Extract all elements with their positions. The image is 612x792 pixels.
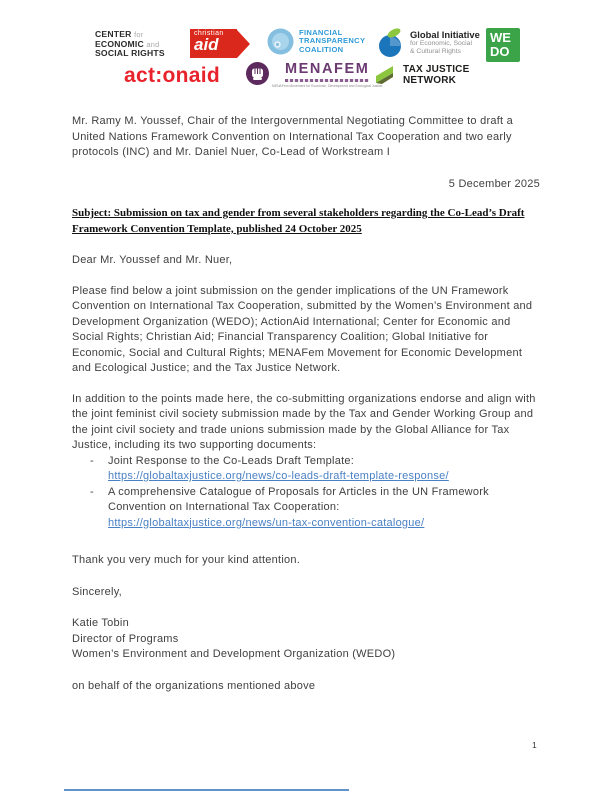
link-co-leads-draft-template-response[interactable]: https://globaltaxjustice.org/news/co-leads-draft-template-response/ — [108, 470, 449, 482]
cesr-logo — [95, 30, 165, 59]
ftc-globe-icon — [267, 28, 294, 55]
gi-logo-text: Global Initiative for Economic, Social & Cultural Rights — [410, 29, 480, 55]
menafem-arabic-script — [285, 79, 369, 82]
ftc-logo-text: FINANCIAL TRANSPARENCY COALITION — [299, 27, 366, 54]
cesr-logo-line1: CENTER for — [95, 29, 144, 39]
letter-date: 5 December 2025 — [448, 177, 540, 190]
bullet-marker: - — [90, 454, 94, 467]
tax-justice-network-logo — [374, 64, 469, 88]
letter-body — [72, 114, 540, 694]
bullet-item-catalogue — [72, 485, 540, 532]
wedo-logo — [486, 28, 520, 62]
menafem-text-block: MENAFEM MENAFem Movement for Economic, Development and Ecological Justice — [272, 61, 383, 88]
menafem-fist-icon — [246, 62, 269, 85]
paragraph-endorsement: In addition to the points made here, the co-submitting organizations endorse and align with the joint feminist civil society submission made by the Tax and Gender Working Group and the joint civil society and trade unions submission made by the Global Alliance for Tax Justice, including its two supporting documents: — [72, 392, 536, 451]
footer-divider-line — [64, 789, 349, 791]
signature-org: Women’s Environment and Development Organization (WEDO) — [72, 648, 396, 660]
christian-aid-logo — [190, 29, 250, 58]
closing-line: Sincerely, — [72, 585, 122, 598]
thanks-line: Thank you very much for your kind attention. — [72, 554, 301, 566]
global-initiative-logo — [378, 27, 480, 59]
paragraph-joint-submission: Please find below a joint submission on the gender implications of the UN Framework Convention on International Tax Cooperation, submitted by the Women’s Environment and Development Organization (WEDO); ActionAid International; Center for Economic and Social Rights; Christian Aid; Financial Transparency Coalition; Global Initiative for Economic, Social and Cultural Rights; MENAFem Movement for Economic Development and Ecological Justice; and the Tax Justice Network. — [72, 284, 533, 374]
bullet-text: Joint Response to the Co-Leads Draft Template: — [108, 454, 355, 467]
tjn-logo-text: TAX JUSTICE NETWORK — [403, 64, 470, 86]
menafem-logo — [246, 62, 382, 88]
cesr-logo-line3: SOCIAL RIGHTS — [95, 48, 165, 59]
cesr-logo-line2: ECONOMIC and — [95, 38, 160, 49]
signature-block — [72, 616, 540, 663]
financial-transparency-coalition-logo — [267, 28, 365, 55]
link-un-tax-convention-catalogue[interactable]: https://globaltaxjustice.org/news/un-tax-convention-catalogue/ — [108, 516, 425, 529]
wedo-square: WE DO — [486, 28, 520, 62]
bullet-marker: - — [90, 485, 94, 498]
bullet-text: A comprehensive Catalogue of Proposals for Articles in the UN Framework Convention on International Tax Cooperation: — [108, 485, 489, 513]
christian-aid-banner: christian aid — [190, 29, 237, 58]
signature-title: Director of Programs — [72, 632, 179, 645]
salutation: Dear Mr. Youssef and Mr. Nuer, — [72, 254, 233, 266]
christian-aid-arrow-icon — [237, 30, 250, 58]
recipient-block: Mr. Ramy M. Youssef, Chair of the Intergovernmental Negotiating Committee to draft a United Nations Framework Convention on International Tax Cooperation and two early protocols (INC) and Mr. Daniel Nuer, Co-Lead of Workstream I — [72, 115, 514, 158]
bullet-item-joint-response — [72, 454, 540, 485]
page-number: 1 — [532, 740, 537, 750]
on-behalf-line: on behalf of the organizations mentioned above — [72, 679, 316, 692]
subject-line: Subject: Submission on tax and gender from several stakeholders regarding the Co-Lead’s Draft Framework Convention Template, published 24 October 2025 — [72, 207, 525, 235]
tjn-arrow-icon — [374, 64, 398, 88]
actionaid-logo: act:onaid — [124, 64, 221, 87]
signature-name: Katie Tobin — [72, 617, 129, 629]
gi-globe-leaf-icon — [378, 27, 404, 59]
